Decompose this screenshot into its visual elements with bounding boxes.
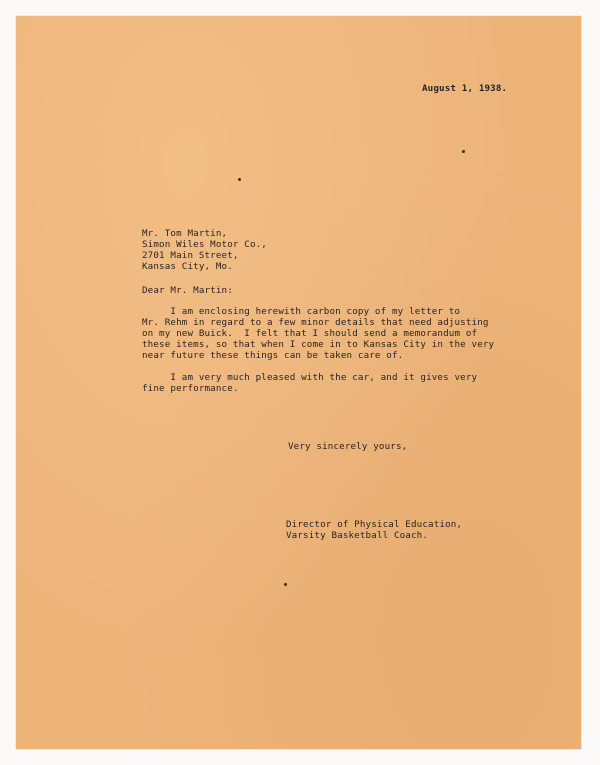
recipient-line: 2701 Main Street, bbox=[142, 250, 239, 261]
signature-title-line: Varsity Basketball Coach. bbox=[286, 530, 429, 541]
complimentary-closing: Very sincerely yours, bbox=[288, 441, 408, 452]
recipient-line: Kansas City, Mo. bbox=[142, 261, 233, 272]
paragraph-line: I am very much pleased with the car, and it gives very bbox=[142, 372, 478, 383]
paragraph-line: these items, so that when I come in to Kansas City in the very bbox=[142, 339, 495, 350]
paragraph-line: I am enclosing herewith carbon copy of my letter to bbox=[142, 306, 461, 317]
signature-title-line: Director of Physical Education, bbox=[286, 519, 463, 530]
recipient-line: Mr. Tom Martin, bbox=[142, 228, 228, 239]
paragraph-line: near future these things can be taken care of. bbox=[142, 350, 404, 361]
paper-speck bbox=[284, 583, 287, 586]
paragraph-line: Mr. Rehm in regard to a few minor details that need adjusting bbox=[142, 317, 489, 328]
paper-speck bbox=[462, 150, 465, 153]
recipient-line: Simon Wiles Motor Co., bbox=[142, 239, 267, 250]
paragraph-line: on my new Buick. I felt that I should send a memorandum of bbox=[142, 328, 478, 339]
paragraph-line: fine performance. bbox=[142, 383, 239, 394]
letter-date: August 1, 1938. bbox=[422, 83, 508, 94]
letter-sheet bbox=[16, 16, 581, 749]
salutation: Dear Mr. Martin: bbox=[142, 285, 233, 296]
paper-speck bbox=[238, 178, 241, 181]
